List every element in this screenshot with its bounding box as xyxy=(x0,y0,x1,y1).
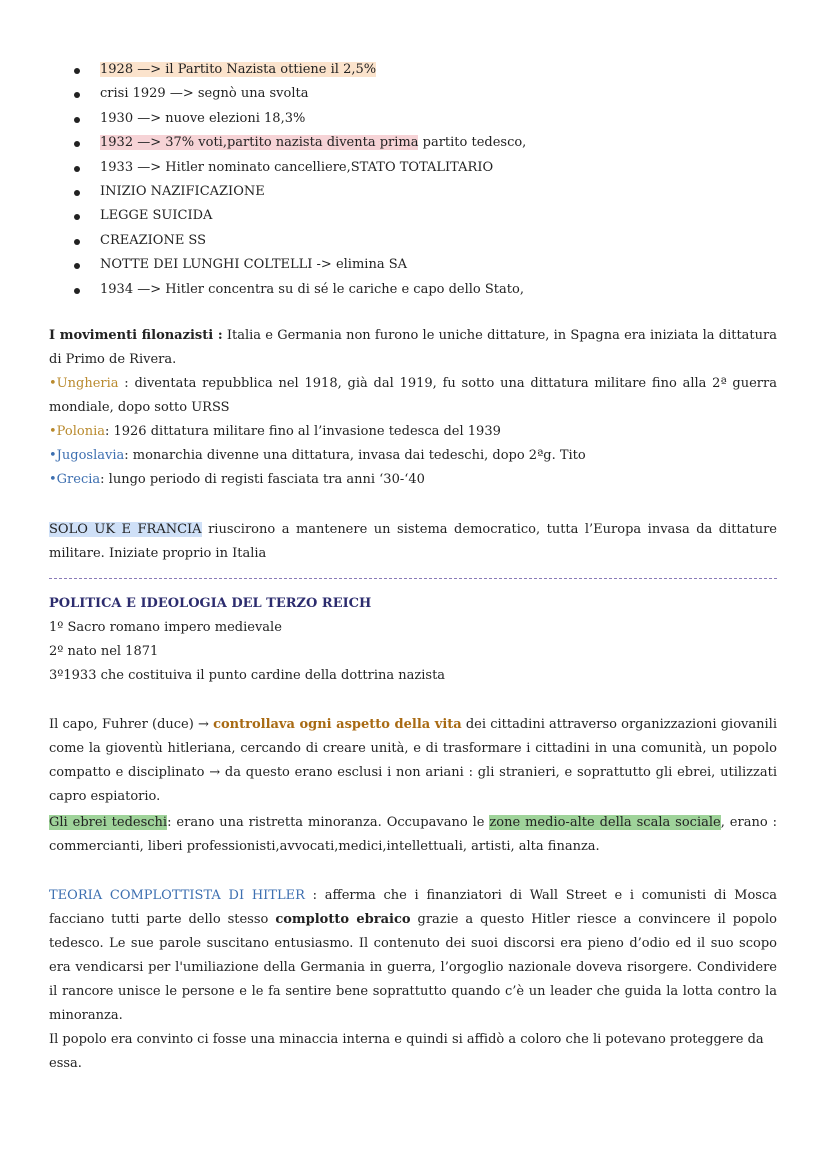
politica-section xyxy=(49,592,777,688)
jugoslavia-text: : monarchia divenne una dittatura, invasa dai tedeschi, dopo 2ªg. Tito xyxy=(124,448,586,463)
ebrei-paragraph xyxy=(49,811,777,859)
list-item xyxy=(70,131,790,155)
bullet-icon xyxy=(74,263,80,269)
grecia-text: : lungo periodo di registi fasciata tra anni ‘30-‘40 xyxy=(100,472,425,487)
bullet-icon xyxy=(74,288,80,294)
list-item xyxy=(70,107,790,131)
teoria-last-line: Il popolo era convinto ci fosse una minaccia interna e quindi si affidò a coloro che li potevano proteggere da essa. xyxy=(49,1032,764,1071)
ebrei-highlight-1: Gli ebrei tedeschi xyxy=(49,815,168,830)
list-item xyxy=(70,180,790,204)
teoria-section xyxy=(49,884,777,1076)
timeline-item-1928: 1928 —> il Partito Nazista ottiene il 2,5% xyxy=(100,62,377,77)
timeline-item-1932-rest: partito tedesco, xyxy=(418,135,527,151)
bullet-icon xyxy=(74,68,80,74)
movimenti-intro xyxy=(49,324,777,372)
timeline-item-1932-highlight: 1932 —> 37% voti,partito nazista diventa prima xyxy=(100,135,419,151)
timeline-item-1930: 1930 —> nuove elezioni 18,3% xyxy=(100,110,306,126)
ebrei-after: , erano : commercianti, liberi professionisti,avvocati,medici,intellettuali, artisti, alta finanza. xyxy=(49,815,777,854)
timeline-item-1933: 1933 —> Hitler nominato cancelliere,STATO TOTALITARIO xyxy=(100,159,494,175)
uk-francia-paragraph xyxy=(49,518,777,566)
bullet-icon xyxy=(74,117,80,123)
timeline-item-1934: 1934 —> Hitler concentra su di sé le cariche e capo dello Stato, xyxy=(100,281,524,297)
capo-highlight: controllava ogni aspetto della vita xyxy=(213,717,462,732)
grecia-label: •Grecia xyxy=(49,472,101,487)
bullet-icon xyxy=(74,214,80,220)
teoria-title: TEORIA COMPLOTTISTA DI HITLER xyxy=(49,888,305,903)
timeline-item-nazificazione: INIZIO NAZIFICAZIONE xyxy=(100,183,265,199)
list-item xyxy=(70,82,790,106)
polonia-paragraph xyxy=(49,420,777,444)
politica-line-3: 3º1933 che costituiva il punto cardine della dottrina nazista xyxy=(49,668,446,683)
bullet-icon xyxy=(74,190,80,196)
timeline-item-notte-coltelli: NOTTE DEI LUNGHI COLTELLI -> elimina SA xyxy=(100,257,407,273)
politica-title: POLITICA E IDEOLOGIA DEL TERZO REICH xyxy=(49,596,372,611)
movimenti-intro-text: Italia e Germania non furono le uniche dittature, in Spagna era iniziata la dittatura di Primo de Rivera. xyxy=(49,328,777,367)
section-divider xyxy=(49,578,777,579)
ungheria-text: : diventata repubblica nel 1918, già dal 1919, fu sotto una dittatura militare fino alla 2ª guerra mondiale, dopo sotto URSS xyxy=(49,376,777,415)
movimenti-title: I movimenti filonazisti : xyxy=(49,328,223,343)
capo-after: dei cittadini attraverso organizzazioni giovanili come la gioventù hitleriana, cercando di creare unità, e di trasformare i cittadini in una comunità, un popolo compatto e disciplinato → da questo erano esclusi i non ariani : gli stranieri, e soprattutto gli ebrei, utilizzati capro espiatorio. xyxy=(49,717,777,804)
timeline-item-legge-suicida: LEGGE SUICIDA xyxy=(100,208,213,224)
bullet-icon xyxy=(74,239,80,245)
politica-line-2: 2º nato nel 1871 xyxy=(49,644,159,659)
grecia-paragraph xyxy=(49,468,777,492)
capo-paragraph xyxy=(49,713,777,809)
list-item xyxy=(70,253,790,277)
list-item xyxy=(70,156,790,180)
jugoslavia-paragraph xyxy=(49,444,777,468)
ebrei-highlight-2: zone medio-alte della scala sociale xyxy=(489,815,721,830)
movimenti-section xyxy=(49,324,777,492)
teoria-bold: complotto ebraico xyxy=(275,912,411,927)
ebrei-middle: : erano una ristretta minoranza. Occupavano le xyxy=(167,815,490,830)
bullet-icon xyxy=(74,141,80,147)
polonia-text: : 1926 dittatura militare fino al l’invasione tedesca del 1939 xyxy=(104,424,501,439)
timeline-item-creazione-ss: CREAZIONE SS xyxy=(100,232,207,248)
capo-section xyxy=(49,713,777,809)
list-item xyxy=(70,204,790,228)
timeline-item-1929: crisi 1929 —> segnò una svolta xyxy=(100,86,309,102)
teoria-paragraph xyxy=(49,884,777,1028)
ungheria-label: •Ungheria xyxy=(49,376,119,391)
ungheria-paragraph xyxy=(49,372,777,420)
teoria-part-1: : afferma che i finanziatori di Wall Street e i comunisti di Mosca facciano tutti parte dello stesso xyxy=(49,888,777,927)
uk-francia-section xyxy=(49,518,777,566)
bullet-icon xyxy=(74,92,80,98)
polonia-label: •Polonia xyxy=(49,424,105,439)
list-item xyxy=(70,58,790,82)
capo-before: Il capo, Fuhrer (duce) → xyxy=(49,717,214,732)
timeline-list xyxy=(70,58,790,302)
uk-francia-text: riuscirono a mantenere un sistema democratico, tutta l’Europa invasa da dittature militare. Iniziate proprio in Italia xyxy=(49,522,777,561)
list-item xyxy=(70,278,790,302)
list-item xyxy=(70,229,790,253)
teoria-part-2: grazie a questo Hitler riesce a convincere il popolo tedesco. Le sue parole suscitano entusiasmo. Il contenuto dei suoi discorsi era pieno d’odio ed il suo scopo era vendicarsi per l'umiliazione della Germania in guerra, l’orgoglio nazionale doveva risorgere. Condividere il rancore unisce le persone e le fa sentire bene soprattutto quando c’è un leader che guida la lotta contro la minoranza. xyxy=(49,912,778,1023)
uk-francia-highlight: SOLO UK E FRANCIA xyxy=(49,522,202,537)
bullet-icon xyxy=(74,166,80,172)
jugoslavia-label: •Jugoslavia xyxy=(49,448,125,463)
ebrei-section xyxy=(49,811,777,859)
politica-line-1: 1º Sacro romano impero medievale xyxy=(49,620,282,635)
